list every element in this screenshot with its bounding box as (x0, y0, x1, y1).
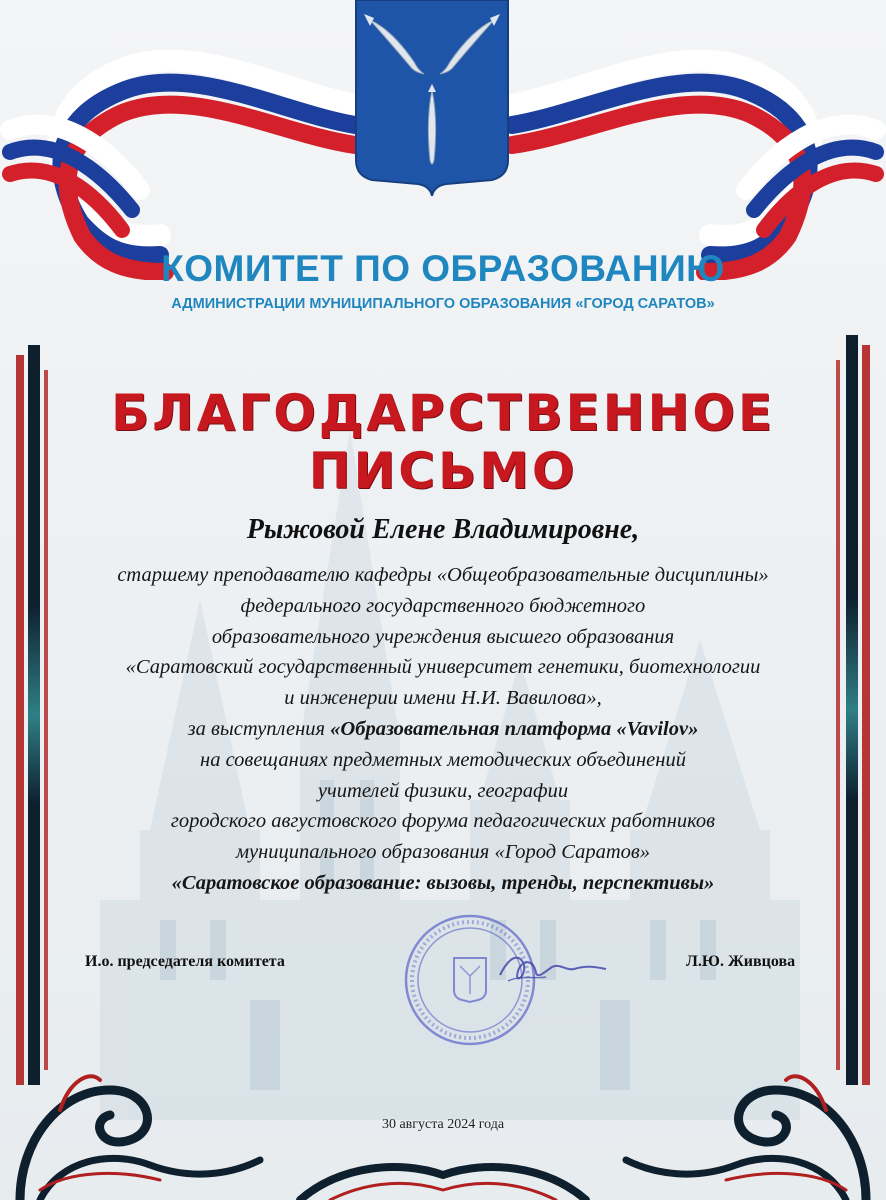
body-line: муниципального образования «Город Саратов» (235, 841, 651, 864)
body-line (40, 714, 846, 745)
forum-title: «Саратовское образование: вызовы, тренды, перспективы» (171, 871, 715, 894)
letter-body (40, 560, 846, 899)
handwritten-signature-icon (490, 945, 610, 995)
organization-title: КОМИТЕТ ПО ОБРАЗОВАНИЮ (161, 248, 725, 289)
signatory-name: Л.Ю. Живцова (686, 953, 796, 970)
body-line: «Саратовский государственный университет генетики, биотехнологии (125, 656, 761, 679)
body-line: старшему преподавателю кафедры «Общеобразовательные дисциплины» (117, 564, 769, 586)
recipient-name: Рыжовой Елене Владимировне, (246, 514, 640, 545)
body-line: образовательного учреждения высшего образования (211, 625, 675, 648)
body-line-prefix: за выступления (187, 717, 331, 740)
body-line: и инженерии имени Н.И. Вавилова», (284, 687, 602, 710)
body-line: учителей физики, географии (317, 779, 569, 802)
body-line: городского августовского форума педагогических работников (170, 810, 716, 833)
document-date: 30 августа 2024 года (381, 1117, 505, 1132)
document-title-line-2: ПИСЬМО (308, 442, 578, 500)
saratov-coat-of-arms-icon (352, 0, 512, 196)
body-line: на совещаниях предметных методических объединений (200, 748, 686, 771)
document-title-line-1: БЛАГОДАРСТВЕННОЕ (111, 384, 775, 442)
body-line: федерального государственного бюджетного (240, 594, 646, 617)
organization-subtitle: АДМИНИСТРАЦИИ МУНИЦИПАЛЬНОГО ОБРАЗОВАНИЯ «ГОРОД САРАТОВ» (171, 296, 715, 312)
presentation-title: «Образовательная платформа «Vavilov» (330, 717, 699, 740)
signatory-position: И.о. председателя комитета (85, 953, 285, 970)
